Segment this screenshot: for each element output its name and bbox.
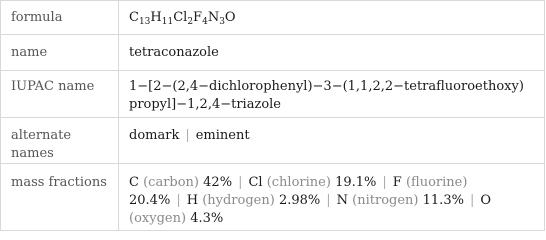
alternate-names-label: alternate names bbox=[1, 118, 119, 164]
mass-line-2 bbox=[129, 192, 538, 210]
iupac-line-1: 1−[2−(2,4−dichlorophenyl)−3−(1,1,2,2−tetrafluoroethoxy) bbox=[129, 79, 524, 94]
alternate-name: domark bbox=[129, 128, 180, 143]
separator: | bbox=[326, 193, 331, 208]
iupac-line-2: propyl]−1,2,4−triazole bbox=[129, 97, 281, 112]
formula-part-h: $H_{11}$ bbox=[150, 10, 174, 27]
mass-fractions-label: mass fractions bbox=[1, 164, 119, 231]
mass-fractions-value bbox=[119, 164, 545, 231]
iupac-value bbox=[119, 71, 545, 118]
alternate-name: eminent bbox=[195, 128, 250, 143]
formula-part-c: $C_{13}$ bbox=[129, 10, 151, 27]
separator: | bbox=[469, 193, 475, 208]
name-value: tetraconazole bbox=[119, 35, 545, 71]
alternate-names-value bbox=[119, 118, 545, 164]
mass-item-oxygen-head: O bbox=[480, 193, 492, 208]
iupac-label: IUPAC name bbox=[1, 71, 119, 118]
separator: | bbox=[238, 175, 243, 190]
formula-value bbox=[119, 1, 545, 35]
mass-item-fluorine-head: F (fluorine) bbox=[392, 175, 468, 190]
formula-part-cl: $Cl_2$ bbox=[173, 10, 194, 27]
mass-item-oxygen-tail: (oxygen) 4.3% bbox=[129, 211, 224, 226]
separator: | bbox=[382, 175, 387, 190]
mass-fractions-row bbox=[1, 164, 545, 231]
mass-line-3 bbox=[129, 210, 538, 228]
mass-item-nitrogen: N (nitrogen) 11.3% bbox=[336, 193, 464, 208]
iupac-row bbox=[1, 71, 545, 118]
alternate-names-row bbox=[1, 118, 545, 164]
name-row bbox=[1, 35, 545, 71]
formula-row bbox=[1, 1, 545, 35]
formula-part-f: $F_4$ bbox=[193, 10, 208, 27]
mass-item-carbon: C (carbon) 42% bbox=[129, 175, 233, 190]
formula-part-o: O bbox=[224, 10, 236, 25]
name-label: name bbox=[1, 35, 119, 71]
separator: | bbox=[185, 128, 190, 143]
formula-label: formula bbox=[1, 1, 119, 35]
mass-item-hydrogen: H (hydrogen) 2.98% bbox=[186, 193, 321, 208]
mass-item-chlorine: Cl (chlorine) 19.1% bbox=[248, 175, 377, 190]
formula-part-n: $N_3$ bbox=[207, 10, 225, 27]
separator: | bbox=[176, 193, 181, 208]
mass-item-fluorine-percent: 20.4% bbox=[129, 193, 171, 208]
mass-line-1 bbox=[129, 174, 538, 192]
